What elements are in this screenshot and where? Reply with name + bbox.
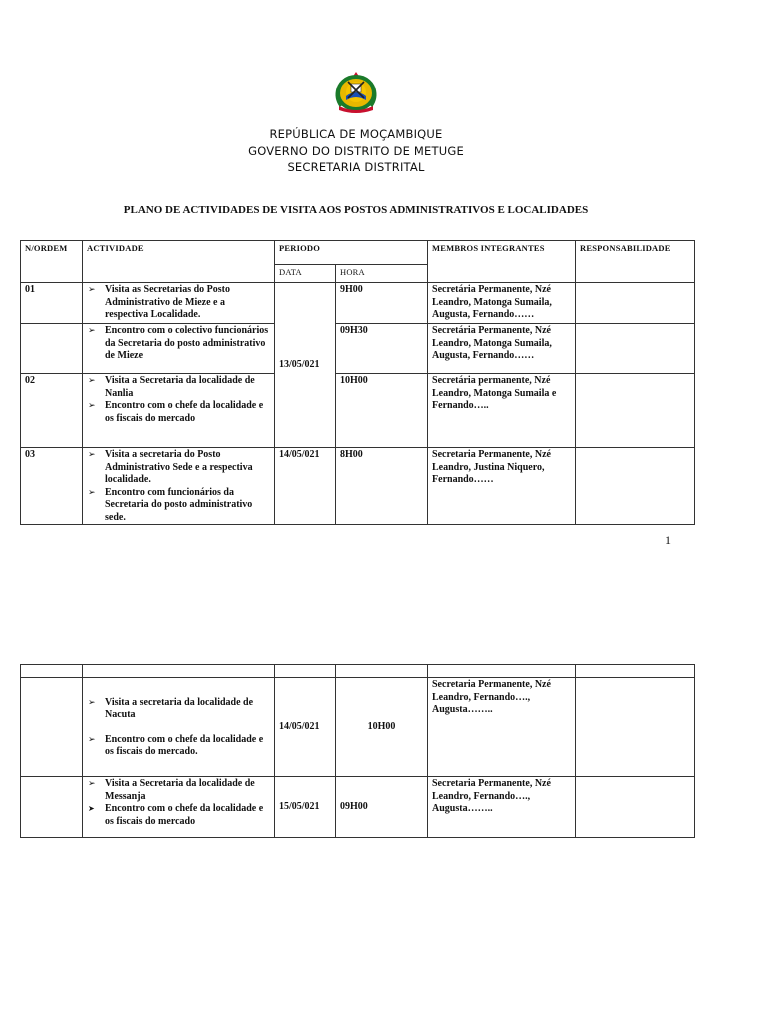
row-hora: 9H00 <box>336 283 428 324</box>
table-row <box>21 777 695 838</box>
table-row <box>21 283 695 324</box>
row-ordem <box>21 678 83 777</box>
row-activities <box>83 678 275 777</box>
row-responsabilidade <box>576 678 695 777</box>
activity-item: ➢ Visita a secretaria da localidade de Nacuta <box>87 697 270 722</box>
row-data: 14/05/021 <box>275 678 336 777</box>
row-membros: Secretária Permanente, Nzé Leandro, Matonga Sumaila, Augusta, Fernando…… <box>428 283 576 324</box>
activity-item: ➢ Visita a Secretaria da localidade de Messanja <box>87 778 270 803</box>
mozambique-coat-of-arms-icon <box>329 68 383 116</box>
activity-item: ➢ Visita a Secretaria da localidade de Nanlia <box>87 375 270 400</box>
shared-date-cell: 13/05/021 <box>275 283 336 448</box>
row-ordem: 03 <box>21 448 83 525</box>
row-membros: Secretária permanente, Nzé Leandro, Matonga Sumaila e Fernando….. <box>428 374 576 448</box>
table-row <box>21 678 695 777</box>
row-activities <box>83 324 275 374</box>
row-membros: Secretaria Permanente, Nzé Leandro, Fernando…., Augusta…….. <box>428 678 576 777</box>
activities-table-continued <box>20 664 695 838</box>
row-membros: Secretária Permanente, Nzé Leandro, Matonga Sumaila, Augusta, Fernando…… <box>428 324 576 374</box>
row-data: 15/05/021 <box>275 777 336 838</box>
activity-item: ➢ Encontro com o chefe da localidade e os fiscais do mercado. <box>87 734 270 759</box>
activity-item: ➢ Encontro com o colectivo funcionários da Secretaria do posto administrativo de Mieze <box>87 325 270 363</box>
header-secretariat: SECRETARIA DISTRITAL <box>287 160 425 174</box>
page-number: 1 <box>665 533 671 547</box>
row-membros: Secretaria Permanente, Nzé Leandro, Fernando…., Augusta…….. <box>428 777 576 838</box>
col-actividade-header: ACTIVIDADE <box>83 241 275 283</box>
activity-item: ➢ Visita a secretaria do Posto Administrativo Sede e a respectiva localidade. <box>87 449 270 487</box>
row-responsabilidade <box>576 324 695 374</box>
row-ordem <box>21 777 83 838</box>
row-responsabilidade <box>576 283 695 324</box>
row-hora: 09H00 <box>336 777 428 838</box>
row-hora: 10H00 <box>336 678 428 777</box>
table-row <box>21 448 695 525</box>
col-data-header: DATA <box>275 265 336 283</box>
row-membros: Secretaria Permanente, Nzé Leandro, Justina Niquero, Fernando…… <box>428 448 576 525</box>
row-ordem <box>21 324 83 374</box>
row-responsabilidade <box>576 374 695 448</box>
row-responsabilidade <box>576 777 695 838</box>
row-activities <box>83 283 275 324</box>
col-membros-header: MEMBROS INTEGRANTES <box>428 241 576 283</box>
row-hora: 09H30 <box>336 324 428 374</box>
row-hora: 8H00 <box>336 448 428 525</box>
col-hora-header: HORA <box>336 265 428 283</box>
row-responsabilidade <box>576 448 695 525</box>
row-ordem: 01 <box>21 283 83 324</box>
header-government: GOVERNO DO DISTRITO DE METUGE <box>248 144 464 158</box>
row-activities <box>83 374 275 448</box>
row-data: 14/05/021 <box>275 448 336 525</box>
empty-header-row <box>21 665 695 678</box>
table-row <box>21 324 695 374</box>
plan-title: PLANO DE ACTIVIDADES DE VISITA AOS POSTOS ADMINISTRATIVOS E LOCALIDADES <box>123 204 589 216</box>
col-periodo-header: PERIODO <box>275 241 428 265</box>
activity-item: ➤ Encontro com o chefe da localidade e os fiscais do mercado <box>87 803 270 828</box>
header-row <box>21 241 695 265</box>
row-activities <box>83 448 275 525</box>
col-responsabilidade-header: RESPONSABILIDADE <box>576 241 695 283</box>
row-activities <box>83 777 275 838</box>
activity-item: ➢ Encontro com funcionários da Secretaria do posto administrativo sede. <box>87 487 270 525</box>
header-country: REPÚBLICA DE MOÇAMBIQUE <box>269 127 443 141</box>
col-ordem-header: N/ORDEM <box>21 241 83 283</box>
row-ordem: 02 <box>21 374 83 448</box>
activity-item: ➢ Visita as Secretarias do Posto Administrativo de Mieze e a respectiva Localidade. <box>87 284 270 322</box>
row-hora: 10H00 <box>336 374 428 448</box>
activities-table <box>20 240 695 525</box>
activity-item: ➢ Encontro com o chefe da localidade e os fiscais do mercado <box>87 400 270 425</box>
table-row <box>21 374 695 448</box>
